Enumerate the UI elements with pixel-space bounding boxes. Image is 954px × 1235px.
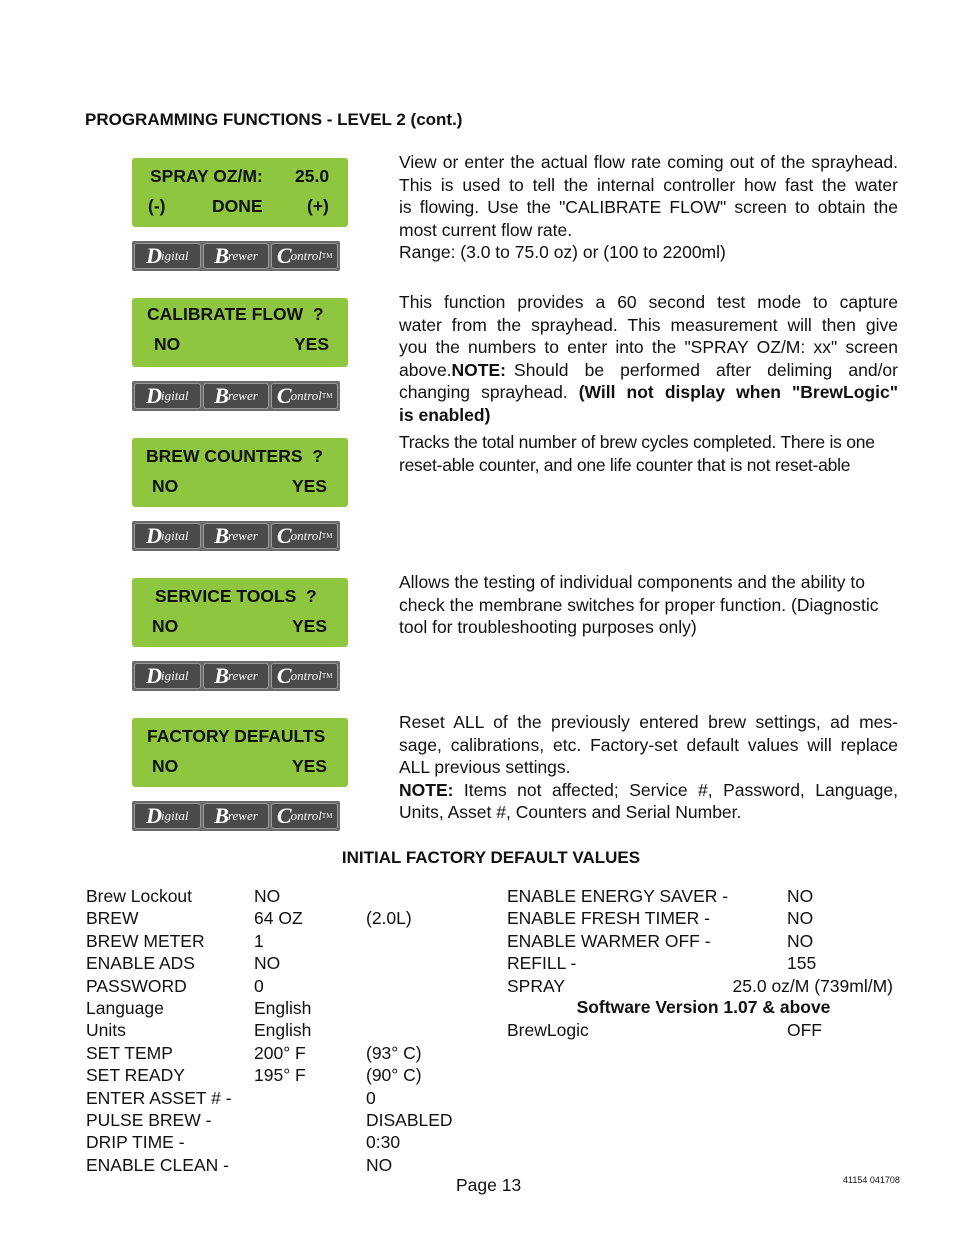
default-name: BREW (86, 908, 139, 929)
default-value: NO (787, 886, 814, 906)
default-row (507, 930, 907, 952)
digital-brewer-control-logo (132, 801, 340, 831)
lcd-yes: YES (294, 334, 330, 354)
default-value: 25.0 oz/M (739ml/M) (732, 975, 893, 996)
lcd-yes: YES (292, 756, 328, 776)
default-value: NO (787, 908, 814, 929)
lcd-service-tools (132, 578, 348, 647)
default-row (86, 930, 486, 952)
lcd-yes: YES (292, 476, 328, 496)
default-extra: NO (366, 1154, 393, 1175)
default-value: 155 (787, 953, 817, 974)
lcd-done: DONE (212, 196, 263, 216)
lcd-no: NO (152, 756, 179, 776)
default-value: 0 (254, 975, 264, 996)
default-value: English (254, 1020, 312, 1041)
lcd-plus: (+) (307, 196, 329, 216)
document-code: 41154 041708 (843, 1175, 900, 1185)
default-row (507, 975, 907, 997)
lcd-factory-defaults (132, 718, 348, 787)
page-heading: PROGRAMMING FUNCTIONS - LEVEL 2 (cont.) (85, 110, 463, 129)
default-name: ENABLE ADS (86, 953, 195, 974)
logo-brewer: B rewer (203, 523, 270, 549)
default-row (86, 1109, 486, 1131)
default-value: NO (254, 953, 281, 974)
default-extra: 0:30 (366, 1132, 401, 1153)
default-row (86, 1019, 486, 1041)
lcd-title: BREW COUNTERS ? (146, 446, 323, 466)
default-name: Brew Lockout (86, 886, 193, 906)
logo-control: C ontrol TM (271, 383, 338, 409)
defaults-right-table (507, 885, 907, 997)
default-name: ENTER ASSET # - (86, 1087, 232, 1108)
default-name: ENABLE CLEAN - (86, 1154, 229, 1175)
default-row (86, 1087, 486, 1109)
desc-brew-counters: Tracks the total number of brew cycles completed. There is one reset-able counter, and one life counter that is not reset-able (399, 432, 875, 475)
default-value: 195° F (254, 1065, 306, 1086)
default-row (86, 997, 486, 1019)
default-extra: (2.0L) (366, 908, 412, 929)
default-name: SET TEMP (86, 1042, 173, 1063)
lcd-no: NO (154, 334, 181, 354)
digital-brewer-control-logo (132, 521, 340, 551)
default-value: 200° F (254, 1042, 306, 1063)
lcd-yes: YES (292, 616, 328, 636)
desc-service-tools: Allows the testing of individual components and the ability to check the membrane switches for proper function. (Diagnostic tool for troubleshooting purposes only) (399, 572, 879, 637)
lcd-title: CALIBRATE FLOW ? (147, 304, 324, 324)
brewlogic-row (507, 1019, 907, 1041)
default-row (507, 952, 907, 974)
default-row (86, 907, 486, 929)
default-extra: 0 (366, 1087, 376, 1108)
default-value: 1 (254, 930, 264, 951)
default-row (86, 952, 486, 974)
default-value: NO (787, 930, 814, 951)
lcd-no: NO (152, 476, 179, 496)
logo-digital: D igital (134, 523, 201, 549)
default-row (86, 975, 486, 997)
logo-digital: D igital (134, 383, 201, 409)
defaults-heading: INITIAL FACTORY DEFAULT VALUES (341, 848, 641, 867)
default-row (86, 1154, 486, 1176)
desc-factory-defaults: Reset ALL of the previously entered brew settings, ad mes- sage, calibrations, etc. Factory-set default values will replace ALL previous settings. NOTE: Items not affected; Service #, Password, Language, Units, Asset #, Counters and Serial Number. (399, 712, 898, 822)
desc-calibrate-flow: This function provides a 60 second test mode to capture water from the sprayhead. This measurement will then give you the numbers to enter into the "SPRAY OZ/M: xx" screen above.NOTE: Should be performed after deliming and/or changing sprayhead. (Will not display when "BrewLogic" is enabled) (399, 292, 898, 425)
default-value: 64 OZ (254, 908, 303, 929)
logo-control: C ontrol TM (271, 243, 338, 269)
default-extra: (90° C) (366, 1065, 422, 1086)
page-number: Page 13 (456, 1175, 522, 1195)
logo-control: C ontrol TM (271, 523, 338, 549)
default-row (86, 1131, 486, 1153)
default-row (507, 907, 907, 929)
default-extra: DISABLED (366, 1109, 453, 1130)
default-extra: (93° C) (366, 1042, 422, 1063)
lcd-title: SPRAY OZ/M: (150, 166, 263, 186)
lcd-minus: (-) (148, 196, 166, 216)
lcd-calibrate-flow (132, 298, 348, 367)
default-name: PASSWORD (86, 975, 187, 996)
logo-brewer: B rewer (203, 803, 270, 829)
defaults-left-table (86, 885, 486, 1176)
software-version: Software Version 1.07 & above (576, 997, 831, 1017)
lcd-title: SERVICE TOOLS ? (155, 586, 317, 606)
digital-brewer-control-logo (132, 381, 340, 411)
default-value: NO (254, 886, 281, 906)
logo-brewer: B rewer (203, 383, 270, 409)
logo-digital: D igital (134, 243, 201, 269)
default-row (86, 885, 486, 907)
default-name: DRIP TIME - (86, 1132, 185, 1153)
brewlogic-label: BrewLogic (507, 1020, 589, 1040)
default-name: Units (86, 1020, 126, 1041)
lcd-spray-ozm (132, 158, 348, 227)
lcd-title: FACTORY DEFAULTS (147, 726, 326, 746)
default-name: SET READY (86, 1065, 185, 1086)
default-name: BREW METER (86, 930, 205, 951)
default-name: ENABLE FRESH TIMER - (507, 908, 710, 929)
default-value: English (254, 997, 312, 1018)
lcd-value: 25.0 (295, 166, 330, 186)
logo-digital: D igital (134, 803, 201, 829)
digital-brewer-control-logo (132, 241, 340, 271)
default-name: ENABLE ENERGY SAVER - (507, 886, 729, 906)
digital-brewer-control-logo (132, 661, 340, 691)
default-row (86, 1064, 486, 1086)
default-name: SPRAY (507, 975, 566, 996)
lcd-brew-counters (132, 438, 348, 507)
default-name: Language (86, 997, 164, 1018)
brewlogic-value: OFF (787, 1020, 822, 1040)
logo-control: C ontrol TM (271, 663, 338, 689)
desc-spray-ozm: View or enter the actual flow rate coming out of the sprayhead. This is used to tell the internal controller how fast the water is flowing. Use the "CALIBRATE FLOW" screen to obtain the most current flow rate. Range: (3.0 to 75.0 oz) or (100 to 2200ml) (399, 152, 898, 262)
default-name: ENABLE WARMER OFF - (507, 930, 711, 951)
logo-digital: D igital (134, 663, 201, 689)
default-row (86, 1042, 486, 1064)
default-row (507, 885, 907, 907)
default-name: PULSE BREW - (86, 1109, 212, 1130)
logo-brewer: B rewer (203, 663, 270, 689)
lcd-no: NO (152, 616, 179, 636)
logo-control: C ontrol TM (271, 803, 338, 829)
logo-brewer: B rewer (203, 243, 270, 269)
default-name: REFILL - (507, 953, 577, 974)
